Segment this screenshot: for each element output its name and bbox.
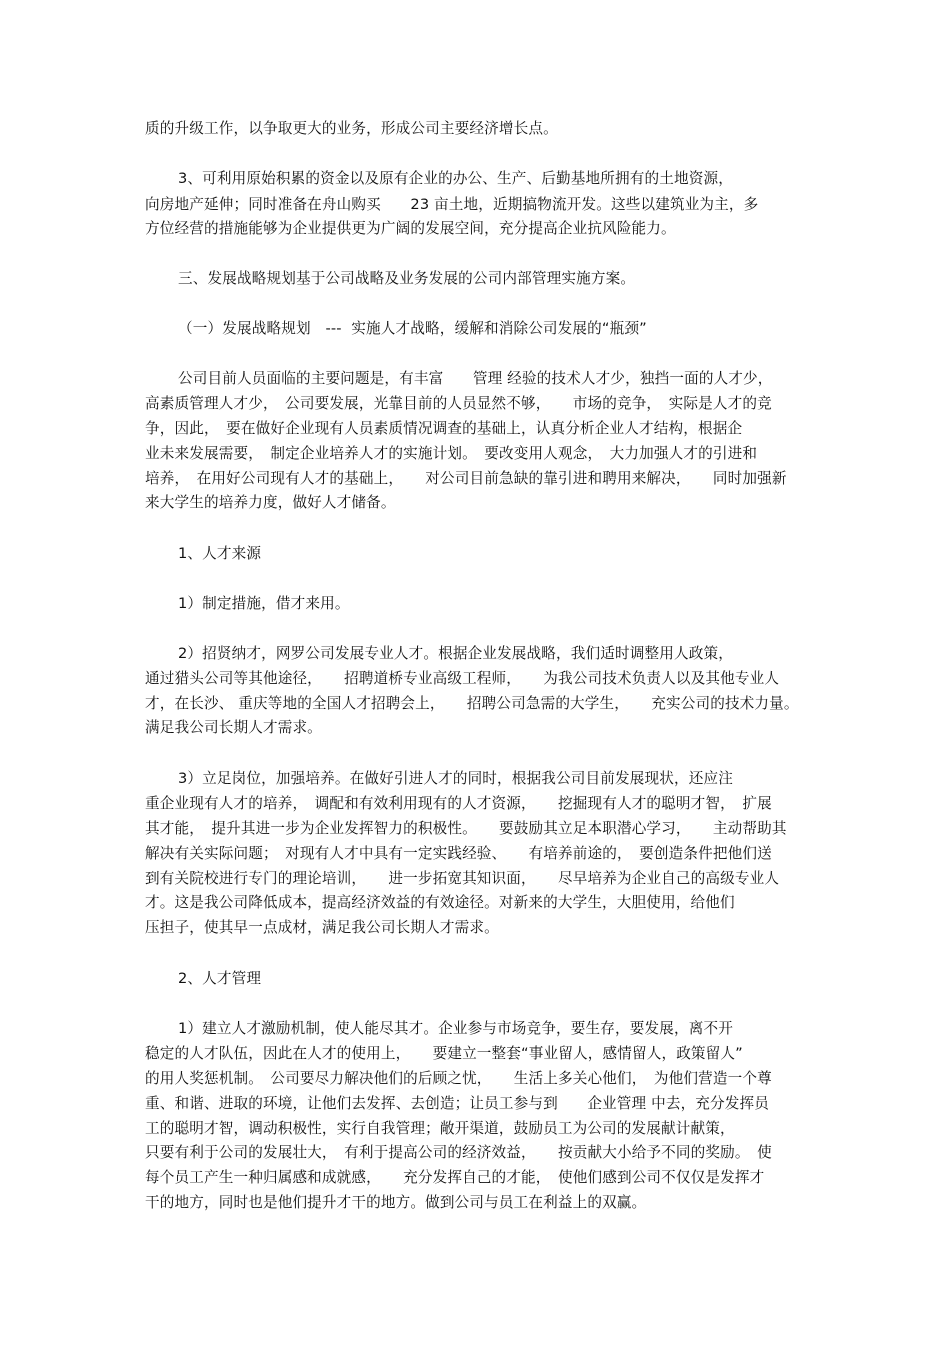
- paragraph-line: 来大学生的培养力度，做好人才储备。: [145, 494, 396, 511]
- section-heading: 三、发展战略规划基于公司战略及业务发展的公司内部管理实施方案。: [178, 270, 636, 287]
- paragraph-line: 高素质管理人才少， 公司要发展，光靠目前的人员显然不够， 市场的竞争， 实际是人才的竞: [145, 395, 772, 412]
- paragraph-line: 向房地产延伸；同时准备在舟山购买 23 亩土地，近期搞物流开发。这些以建筑业为主，多: [145, 196, 759, 213]
- paragraph-line: 1）建立人才激励机制，使人能尽其才。企业参与市场竞争，要生存，要发展，离不开: [178, 1020, 733, 1037]
- list-heading: 2、人才管理: [178, 970, 262, 987]
- paragraph-line: 解决有关实际问题； 对现有人才中具有一定实践经验、 有培养前途的， 要创造条件把他们送: [145, 845, 772, 862]
- paragraph-line: 培养， 在用好公司现有人才的基础上， 对公司目前急缺的靠引进和聘用来解决， 同时加强新: [145, 470, 787, 487]
- paragraph-line: 重企业现有人才的培养， 调配和有效利用现有的人才资源， 挖掘现有人才的聪明才智， 扩展: [145, 795, 772, 812]
- paragraph-line: 质的升级工作，以争取更大的业务，形成公司主要经济增长点。: [145, 120, 558, 137]
- paragraph-line: 稳定的人才队伍，因此在人才的使用上， 要建立一整套“事业留人，感情留人，政策留人”: [145, 1045, 743, 1062]
- list-heading: 1、人才来源: [178, 545, 262, 562]
- paragraph-line: 争，因此， 要在做好企业现有人员素质情况调查的基础上，认真分析企业人才结构，根据企: [145, 420, 743, 437]
- paragraph-line: 公司目前人员面临的主要问题是，有丰富 管理 经验的技术人才少，独挡一面的人才少，: [178, 370, 773, 387]
- paragraph-line: 2）招贤纳才，网罗公司发展专业人才。根据企业发展战略，我们适时调整用人政策，: [178, 645, 733, 662]
- paragraph-line: 满足我公司长期人才需求。: [145, 719, 322, 736]
- paragraph-line: 通过猎头公司等其他途径， 招聘道桥专业高级工程师， 为我公司技术负责人以及其他专业人: [145, 670, 780, 687]
- paragraph-line: 重、和谐、进取的环境，让他们去发挥、去创造；让员工参与到 企业管理 中去，充分发挥员: [145, 1095, 770, 1112]
- paragraph-line: 到有关院校进行专门的理论培训， 进一步拓宽其知识面， 尽早培养为企业自己的高级专业人: [145, 870, 780, 887]
- paragraph-line: 才，在长沙、 重庆等地的全国人才招聘会上， 招聘公司急需的大学生， 充实公司的技术力量。: [145, 695, 799, 712]
- paragraph-line: 工的聪明才智，调动积极性，实行自我管理；敞开渠道，鼓励员工为公司的发展献计献策，: [145, 1120, 735, 1137]
- paragraph-line: 每个员工产生一种归属感和成就感， 充分发挥自己的才能， 使他们感到公司不仅仅是发挥才: [145, 1169, 765, 1186]
- paragraph-line: 才。这是我公司降低成本，提高经济效益的有效途径。对新来的大学生，大胆使用，给他们: [145, 894, 735, 911]
- paragraph-line: 3）立足岗位，加强培养。在做好引进人才的同时，根据我公司目前发展现状，还应注: [178, 770, 733, 787]
- paragraph-line: 其才能， 提升其进一步为企业发挥智力的积极性。 要鼓励其立足本职潜心学习， 主动帮助其: [145, 820, 787, 837]
- paragraph-line: 业未来发展需要， 制定企业培养人才的实施计划。 要改变用人观念， 大力加强人才的引进和: [145, 445, 758, 462]
- paragraph-line: 3、可利用原始积累的资金以及原有企业的办公、生产、后勤基地所拥有的土地资源，: [178, 170, 733, 187]
- paragraph-line: 只要有利于公司的发展壮大， 有利于提高公司的经济效益， 按贡献大小给予不同的奖励。 使: [145, 1144, 772, 1161]
- list-item: 1）制定措施，借才来用。: [178, 595, 350, 612]
- paragraph-line: 压担子，使其早一点成材，满足我公司长期人才需求。: [145, 919, 499, 936]
- subsection-heading: （一）发展战略规划 --- 实施人才战略，缓解和消除公司发展的“瓶颈”: [178, 320, 647, 337]
- paragraph-line: 干的地方，同时也是他们提升才干的地方。做到公司与员工在利益上的双赢。: [145, 1194, 647, 1211]
- paragraph-line: 的用人奖惩机制。 公司要尽力解决他们的后顾之忧， 生活上多关心他们， 为他们营造一个尊: [145, 1070, 772, 1087]
- paragraph-line: 方位经营的措施能够为企业提供更为广阔的发展空间，充分提高企业抗风险能力。: [145, 220, 676, 237]
